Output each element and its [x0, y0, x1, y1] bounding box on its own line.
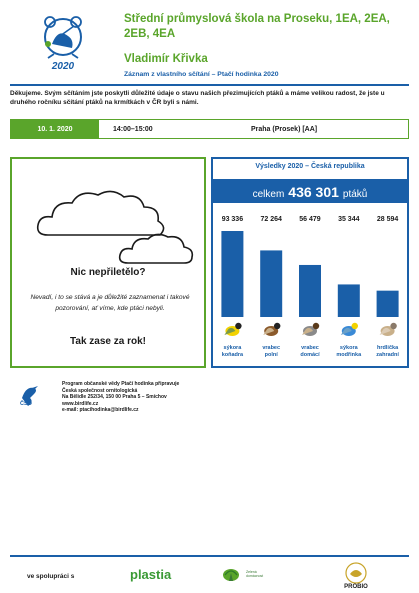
clouds-illustration [28, 183, 198, 275]
contact-line: Česká společnost ornitologická [62, 387, 138, 394]
category-label: koňadra [221, 352, 244, 358]
see-you-next-year: Tak zase za rok! [70, 336, 146, 347]
footer-divider [10, 555, 409, 557]
zd-line: Zelená [246, 570, 257, 574]
results-bar-chart [213, 207, 407, 366]
email-link[interactable]: e-mail: ptacihodinka@birdlife.cz [62, 407, 139, 414]
category-label: sýkora [223, 345, 242, 351]
cso-label: ČSO [20, 401, 32, 407]
contact-line: Program občanské vědy Ptačí hodinka připravuje [62, 381, 180, 387]
teacher-name: Vladimír Křivka [124, 53, 208, 65]
total-count: 436 301 [288, 184, 339, 200]
bar-value-label: 35 344 [338, 216, 360, 223]
bar [377, 291, 399, 317]
results-total-band [213, 179, 407, 203]
bar-value-label: 28 594 [376, 216, 399, 223]
record-subtitle: Záznam z vlastního sčítání – Ptačí hodinka 2020 [124, 71, 279, 78]
school-title: Střední průmyslová škola na Proseku, 1EA, 2EA, 2EB, 4EA [124, 13, 390, 40]
contact-line: Na Bělidle 252/34, 150 00 Praha 5 – Smíchov [62, 394, 167, 401]
bar-value-label: 93 336 [221, 216, 244, 223]
category-label: vrabec [301, 345, 319, 351]
category-label: sýkora [339, 345, 358, 351]
logo-year: 2020 [51, 61, 75, 72]
bird-icon [380, 323, 397, 336]
bar [299, 265, 321, 317]
zd-line: domácnost [246, 574, 264, 578]
partners-label: ve spolupráci s [27, 573, 75, 580]
cso-logo-icon [16, 380, 42, 414]
zelena-domacnost-text [246, 570, 263, 578]
total-suffix: ptáků [342, 189, 368, 200]
probio-text: PROBIO [344, 584, 368, 590]
contact-block [62, 381, 179, 414]
category-label: modřinka [336, 352, 362, 358]
bar [221, 231, 243, 317]
category-label: vrabec [262, 345, 281, 351]
time-cell: 14:00–15:00 [113, 125, 153, 133]
bar [338, 284, 360, 317]
no-birds-text: Nevadí, i to se stává a je důležité zaznamenat i takové pozorování, ať víme, kde ptáci nebyli. [30, 294, 190, 312]
bar [260, 250, 282, 317]
results-title: Výsledky 2020 – Česká republika [255, 163, 365, 170]
category-label: zahradní [376, 352, 399, 358]
bird-icon [302, 323, 319, 336]
bird-icon [341, 323, 358, 336]
thanks-text: Děkujeme. Svým sčítáním jste poskytli důležité údaje o stavu našich přezimujících ptáků a máme velikou radost, že jste u druhého ročníku sčítání ptáků na krmítkách v ČR byli s námi. [10, 90, 385, 106]
bird-icon [263, 323, 280, 336]
website-link[interactable]: www.birdlife.cz [62, 400, 99, 407]
total-prefix: celkem [252, 189, 285, 200]
probio-logo [338, 562, 374, 590]
info-bar [10, 119, 409, 139]
ptaci-hodinka-logo [34, 14, 92, 72]
place-cell: Praha (Prosek) [AA] [251, 125, 318, 133]
divider [10, 84, 409, 86]
category-label: domácí [300, 352, 320, 358]
bird-icon [224, 323, 241, 336]
category-label: polní [264, 352, 278, 358]
category-label: hrdlička [377, 345, 399, 351]
bar-value-label: 56 479 [299, 216, 321, 223]
plastia-logo: plastia [130, 567, 172, 582]
no-birds-heading: Nic nepřiletělo? [70, 267, 146, 278]
date-cell: 10. 1. 2020 [11, 120, 99, 138]
results-panel [211, 157, 409, 368]
no-birds-panel [10, 157, 206, 368]
bar-value-label: 72 264 [260, 216, 282, 223]
